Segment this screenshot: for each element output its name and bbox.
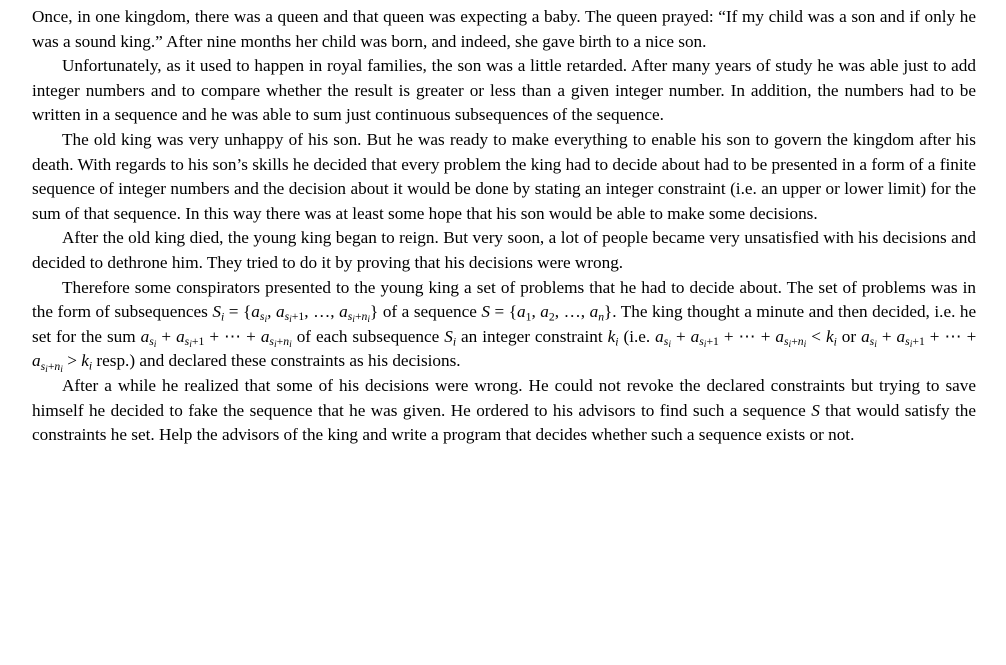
paragraph-3: The old king was very unhappy of his son. But he was ready to make everything to enable his son to govern the kingdom after his death. With regards to his son’s skills he decided that every problem the king had to decide about had to be presented in a form of a finite sequence of integer numbers and the decision about it would be done by stating an integer constraint (i.e. an upper or lower limit) for the sum of that sequence. In this way there was at least some hope that his son would be able to make some decisions.: [32, 129, 976, 223]
paragraph-6: After a while he realized that some of his decisions were wrong. He could not revoke the declared constraints but trying to save himself he decided to fake the sequence that he was given. He ordered to his advisors to find such a sequence S that would satisfy the constraints he set. Help the advisors of the king and write a program that decides whether such a sequence exists or not.: [32, 375, 976, 445]
math-expression: $a_{s_i} + a_{s_i+1}$ + ⋯ + $a_{s_i+n_i} > k_i$: [32, 326, 977, 375]
math-expression: $a_{s_i} + a_{s_i+1}$ + ⋯ + $a_{s_i+n_i}$: [140, 326, 292, 350]
paragraph-4: After the old king died, the young king began to reign. But very soon, a lot of people became very unsatisfied with his decisions and decided to dethrone him. They tried to do it by proving that his decisions were wrong.: [32, 228, 976, 272]
math-expression: $k_i$: [607, 326, 619, 348]
document-body: [32, 5, 976, 448]
math-expression: $S_i$: [444, 326, 457, 348]
math-expression: S: [811, 400, 820, 420]
math-expression: $a_{s_i} + a_{s_i+1}$ + ⋯ + $a_{s_i+n_i} < k_i$: [655, 326, 837, 350]
math-expression: $S_i = \{a_{s_i}$, $a_{s_i+1}$, …, $a_{s_i+n_i}$}: [212, 302, 379, 326]
math-expression: $S = \{a_1$, $a_2$, …, $a_n$}: [481, 302, 613, 324]
paragraph-1: Once, in one kingdom, there was a queen and that queen was expecting a baby. The queen prayed: “If my child was a son and if only he was a sound king.” After nine months her child was born, and indeed, she gave birth to a nice son.: [32, 7, 976, 51]
paragraph-5: Therefore some conspirators presented to the young king a set of problems that he had to decide about. The set of problems was in the form of subsequences $S_i = \{a_{s_i}$, $a_{s_i+1}$, …, $a_{s_i+n_i}$} of a sequence $S = \{a_1$, $a_2$, …, $a_n$}. The king thought a minute and then decided, i.e. he set for the sum $a_{s_i} + a_{s_i+1}$ + ⋯ + $a_{s_i+n_i}$ of each subsequence $S_i$ an integer constraint $k_i$ (i.e. $a_{s_i} + a_{s_i+1}$ + ⋯ + $a_{s_i+n_i} < k_i$ or $a_{s_i} + a_{s_i+1}$ + ⋯ + $a_{s_i+n_i} > k_i$ resp.) and declared these constraints as his decisions.: [32, 277, 977, 375]
paragraph-2: Unfortunately, as it used to happen in royal families, the son was a little retarded. After many years of study he was able just to add integer numbers and to compare whether the result is greater or less than a given integer number. In addition, the numbers had to be written in a sequence and he was able to sum just continuous subsequences of the sequence.: [32, 56, 976, 125]
